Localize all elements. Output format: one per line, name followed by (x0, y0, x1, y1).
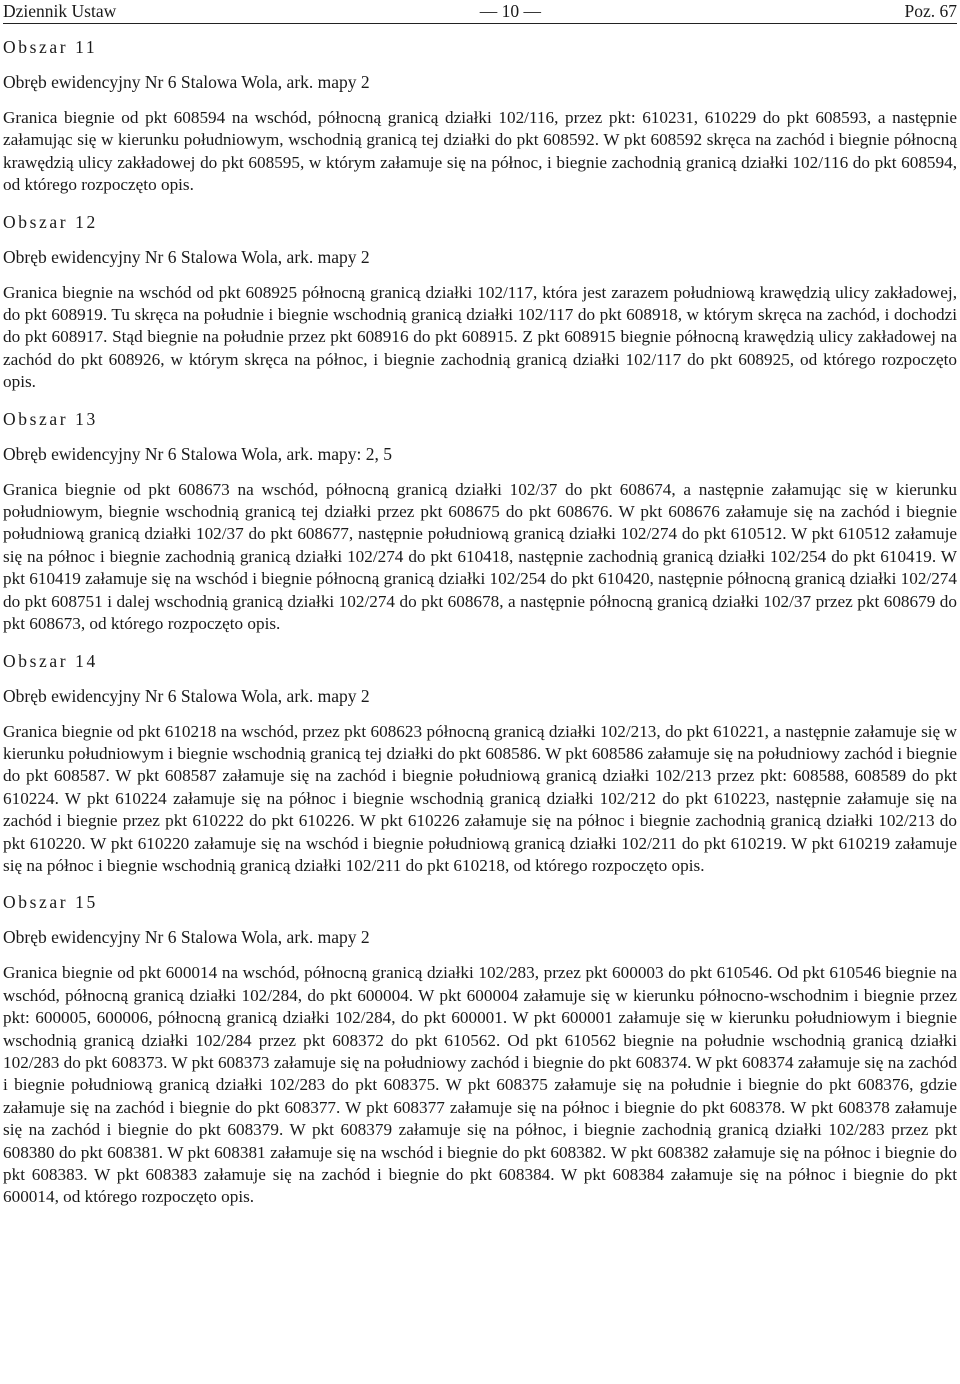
section-obszar-12 (3, 211, 957, 394)
section-subtitle: Obręb ewidencyjny Nr 6 Stalowa Wola, ark. mapy 2 (3, 685, 370, 706)
page-header (3, 0, 957, 24)
section-title: Obszar 12 (3, 211, 98, 232)
section-subtitle: Obręb ewidencyjny Nr 6 Stalowa Wola, ark. mapy 2 (3, 927, 370, 948)
section-obszar-13 (3, 408, 957, 636)
section-title: Obszar 11 (3, 37, 98, 57)
section-obszar-14 (3, 650, 957, 878)
section-subtitle: Obręb ewidencyjny Nr 6 Stalowa Wola, ark. mapy 2 (3, 246, 370, 267)
section-title: Obszar 15 (3, 892, 98, 913)
section-text: Granica biegnie od pkt 600014 na wschód, północną granicą działki 102/283, przez pkt 600003 do pkt 610546. Od pkt 610546 biegnie na wschód, północną granicą działki 102/284, do pkt 600004. W pkt 600004 załamuje się w kierunku północno-wschodnim i biegnie przez pkt: 600005, 600006, północną granicą działki 102/284, do pkt 600001. W pkt 600001 załamuje się w kierunku południowym i biegnie wschodnią granicą działki 102/284 przez pkt 608372 do pkt 610562. Od pkt 610562 biegnie na południe wschodnią granicą działki 102/283 do pkt 608373. W pkt 608373 załamuje się na południowy zachód i biegnie do pkt 608374. W pkt 608374 załamuje się na zachód i biegnie południową granicą działki 102/283 do pkt 608375. W pkt 608375 załamuje się na południe i biegnie do pkt 608376, gdzie załamuje się na zachód i biegnie do pkt 608377. W pkt 608377 załamuje się na północ i biegnie do pkt 608378. W pkt 608378 załamuje się na zachód i biegnie do pkt 608379. W pkt 608379 załamuje się na północ, i biegnie zachodnią granicą działki 102/283 przez pkt 608380 do pkt 608381. W pkt 608381 załamuje się na wschód i biegnie do pkt 608382. W pkt 608382 załamuje się na północ i biegnie do pkt 608383. W pkt 608383 załamuje się na zachód i biegnie do pkt 608384. W pkt 608384 załamuje się na północ i biegnie do pkt 600014, od którego rozpoczęto opis. (3, 963, 957, 1207)
section-text: Granica biegnie od pkt 608594 na wschód, północną granicą działki 102/116, przez pkt: 610231, 610229 do pkt 608593, a następnie załamując się w kierunku południowym, wschodnią granicą tej działki do pkt 608592. W pkt 608592 skręca na zachód i biegnie północną krawędzią ulicy zakładowej do pkt 608595, w którym załamuje się na północ, i biegnie zachodnią granicą działki 102/116 do pkt 608594, od którego rozpoczęto opis. (3, 108, 957, 195)
section-subtitle: Obręb ewidencyjny Nr 6 Stalowa Wola, ark. mapy: 2, 5 (3, 443, 393, 464)
section-text: Granica biegnie na wschód od pkt 608925 północną granicą działki 102/117, która jest zarazem południową krawędzią ulicy zakładowej, do pkt 608919. Tu skręca na południe i biegnie wschodnią granicą działki 102/117 do pkt 608918, w którym skręca na zachód, i dochodzi do pkt 608917. Stąd biegnie na południe przez pkt 608916 do pkt 608915. Z pkt 608915 biegnie północną krawędzią ulicy zakładowej na zachód do pkt 608926, w którym skręca na północ, i biegnie zachodnią granicą działki 102/117 do pkt 608925, od którego rozpoczęto opis. (3, 282, 957, 392)
section-subtitle: Obręb ewidencyjny Nr 6 Stalowa Wola, ark. mapy 2 (3, 72, 370, 92)
section-title: Obszar 13 (3, 408, 98, 429)
journal-title: Dziennik Ustaw (3, 1, 117, 21)
page-number: — 10 — (479, 1, 541, 21)
position-number: Poz. 67 (904, 1, 957, 21)
section-obszar-11 (3, 36, 957, 197)
section-text: Granica biegnie od pkt 610218 na wschód, przez pkt 608623 północną granicą działki 102/213, do pkt 610221, a następnie załamuje się w kierunku południowym i biegnie wschodnią granicą tej działki do pkt 608586. W pkt 608586 załamuje się na południowy zachód i biegnie do pkt 608587. W pkt 608587 załamuje się na zachód i biegnie południową granicą działki 102/213 przez pkt: 608588, 608589 do pkt 610224. W pkt 610224 załamuje się na północ i biegnie wschodnią granicą działki 102/212 do pkt 610223, następnie załamuje się na zachód i biegnie przez pkt 610222 do pkt 610226. W pkt 610226 załamuje się na północ i biegnie zachodnią granicą działki 102/213 do pkt 610220. W pkt 610220 załamuje się na wschód i biegnie południową granicą działki 102/211 do pkt 610219. W pkt 610219 załamuje się na północ i biegnie wschodnią granicą działki 102/211 do pkt 610218, od którego rozpoczęto opis. (3, 721, 957, 875)
section-text: Granica biegnie od pkt 608673 na wschód, północną granicą działki 102/37 do pkt 608674, a następnie załamując się w kierunku południowym, biegnie wschodnią granicą tej działki przez pkt 608675 do pkt 608676. W pkt 608676 załamuje się na zachód i biegnie południową granicą działki 102/37 do pkt 608677, następnie południową granicą działki 102/274 do pkt 610512. W pkt 610512 załamuje się na północ i biegnie zachodnią granicą działki 102/274 do pkt 610418, następnie zachodnią granicą działki 102/254 do pkt 610419. W pkt 610419 załamuje się na wschód i biegnie północną granicą działki 102/254 do pkt 610420, następnie północną granicą działki 102/274 do pkt 608751 i dalej wschodnią granicą działki 102/274 do pkt 608678, a następnie północną granicą działki 102/37 przez pkt 608679 do pkt 608673, od którego rozpoczęto opis. (3, 479, 957, 634)
section-title: Obszar 14 (3, 650, 98, 671)
section-obszar-15 (3, 891, 957, 1208)
